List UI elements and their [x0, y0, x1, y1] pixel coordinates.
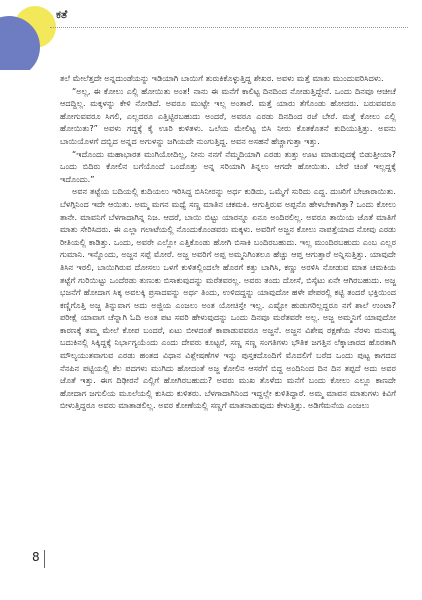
- folio-rule: [44, 550, 45, 568]
- paragraph: ತಲೆ ಮೇಲೆತ್ತದೇ ಅನ್ನದುಂಡೆಯನ್ನು ಇಡಿಯಾಗಿ ಬಾಯಿಗೆ ತುರುಕಿಕೊಳ್ಳುತ್ತಿದ್ದ ಶೇಖರ. ಅವಳು ಮತ್ತೆ ಮಾತು ಮುಂದುವರಿಸಿದಳು.: [60, 73, 384, 83]
- header-dotted-rule: [50, 27, 408, 28]
- running-header-title: ಕತೆ: [56, 8, 68, 21]
- paragraph: “ಅಲ್ಲ, ಈ ಕೋಲು ಎಲ್ಲಿ ಹೋಯಿತು ಅಂತ! ನಾನು ಈ ಮನೆಗೆ ಕಾಲಿಟ್ಟ ದಿನದಿಂದ ನೋಡುತ್ತಿದ್ದೇನೆ. ಒಂದು ದಿನವೂ ಆಚೀಚೆ ಆದದ್ದಿಲ್ಲ. ಮಕ್ಕಳನ್ನು ಕೇಳಿ ನೋಡಿದೆ. ಅವರೂ ಮುಟ್ಟೇ ಇಲ್ಲ ಅಂತಾರೆ. ಮತ್ತೆ ಯಾರು ತೆಗೊಂಡು ಹೋದರು. ಬರುವವರೂ ಹೋಗುವವರೂ ಸಿಗಲಿ, ಎಲ್ಲದರೂ ಎತ್ತಿಟ್ಟಿರಬಹುದು ಅಂದರೆ, ಅವರೂ ಎರಡು ದಿನದಿಂದ ರಜೆ ಬೇರೆ. ಮತ್ತೆ ಕೋಲು ಎಲ್ಲಿ ಹೋಯಿತು?” ಅವಳು ಗದ್ದಕ್ಕೆ ಕೈ ಊರಿ ಕುಳಿತಳು. ಒಲೆಯ ಮೇಲಿಟ್ಟ ಬಿಸಿ ನೀರು ಕೊತಕೊತನೆ ಕುದಿಯುತ್ತಿತ್ತು. ಅವನು ಬಾಯಿಯೊಳಗೆ ದಬ್ಬಿದ ಅನ್ನದ ಅಗುಳನ್ನು ಜಗಿಯದೇ ನುಂಗುತ್ತಿದ್ದ. ಅವನ ಅಸಹನೆ ಹೆಚ್ಚಾಗುತ್ತಾ ಇತ್ತು.: [60, 85, 396, 146]
- paragraph: ಅವನ ತಟ್ಟೆಯ ಬದಿಯಲ್ಲಿ ಕುದಿಯಲು ಇರಿಸಿದ್ದ ಬಿಸಿನೀರನ್ನು ಅರ್ಧ ಕುಡಿದು, ಒಮ್ಮೆಗೆ ಸುರಿದು ಎದ್ದ. ದುಃಖಿಗೆ ಬೇಜಾರಾಯಿತು. ಬೆಳಗ್ಗಿನಿಂದ ಇದೇ ಆಯಿತು. ಅಮ್ಮ ಮಗನ ಮಧ್ಯೆ ಸಣ್ಣ ಮಾತಿನ ಚಕಮಕಿ. ಆಗುತ್ತಿರುವ ಅಪ್ಪನೊ ಹೇಳಬೇಕಾಗಿತ್ತಾ? ಒಂದು ಕೋಲು ತಾನೇ. ಮಾವನಿಗೆ ಬೆಳಗಾದಾಗಿನ್ನ ನಿಜ. ಆದರೆ, ಬಾಯಿ ಬಿಟ್ಟು ಯಾರನ್ನೂ ಏನೂ ಅಂದಿರಲಿಲ್ಲ. ಅವರೂ ತಾಯಿಯ ಜೊತೆ ಮಾತಿಗೆ ಮಾತು ಸೇರಿಸಿದರು. ಈ ಎಲ್ಲಾ ಗಲಾಟೆಯಲ್ಲಿ ನೊಂದುಕೊಂಡವರು ಮಕ್ಕಳು. ಅವರಿಗೆ ಅಜ್ಜನ ಕೋಲು ನಾಪತ್ತೆಯಾದ ನೋವು ಎರಡು ರೀತಿಯಲ್ಲಿ ಕಾಡಿತ್ತು. ಒಂದು, ಅವರೇ ಎಲ್ಲೋ ಎತ್ತಿಕೊಂಡು ಹೋಗಿ ಬಿಸಾಕಿ ಬಂದಿರಬಹುದು. ಇಲ್ಲ ಮುಂದಿರಬಹುದು ಎಂಬ ಎಲ್ಲರ ಗುಮಾನಿ. ಇನ್ನೊಂದು, ಅಜ್ಜನ ಸಪ್ಪೆ ಮೋರೆ. ಅಜ್ಜ ಅವರಿಗೆ ಅಪ್ಪ ಅಮ್ಮನಿಗಿಂತಲೂ ಹೆಚ್ಚು ಆಪ್ತ ಆಗುತ್ತಾರೆ ಅನ್ನಿಸುತ್ತಿತ್ತು. ಯಾವುದೇ ತಿಸಿನ ಇರಲಿ, ಬಾಯಿಗಿರುವ ದೋಸಲು ಒಳಗೆ ಕುಳಿತಲ್ಲಿಂದಲೇ ಹೊರಗೆ ಕತ್ತು ಬಾಗಿಸಿ, ಕಣ್ಣು ಅರಳಿಸಿ ನೋಡುವ ಮಾತ ಚಮಕಿಯ ತಟ್ಟೆಗೆ ಗುರಿಯಿಟ್ಟು ಒಂದೆರಡು ತುಣುಕು ಬಿಸಾಕುವುದನ್ನು ಮರೆತವರಲ್ಲ. ಅವರು ತಂದು ದೋಸೆ, ಬಿಸ್ಕೆಟು ಏನೇ ಆಗಿರಬಹುದು. ಅಜ್ಜ ಭಜನೆಗೆ ಹೋದಾಗ ಸಿಕ್ಕ ಅವಲಕ್ಕಿ ಪ್ರಸಾದವನ್ನು ಅರ್ಧ ತಿಂದು, ಉಳಿದದ್ದನ್ನು ಯಾವುದೋ ಹಳೇ ಪೇಪರಲ್ಲಿ ಕಟ್ಟಿ ತಂದರೆ ಭಕ್ತಿಯಿಂದ ಕಣ್ಣಿಗೊತ್ತಿ ಅಜ್ಜ ತಿನ್ನುವಾಗ ಅದು ಅಜ್ಜಿಯ ಎಂಜಲು ಅಂತ ಯೋಚಿಸ್ತೇ ಇಲ್ಲ. ಎಷ್ಟೋ ಹುಡುಗರಿಲ್ಲದ್ದರೂ ನಗೆ ಶಾಲೆ ಉಂಟಾ? ಪರೀಕ್ಷೆ ಯಾವಾಗ ಚೆನ್ನಾಗಿ ಓದಿ ಅಂತ ಪಟ ಸವರಿ ಹೇಳುವುದನ್ನು ಒಂದು ದಿನವೂ ಮರೆತವರೇ ಅಲ್ಲ. ಅಜ್ಜ ಅಮ್ಮನಿಗೆ ಯಾವುದೋ ಕಾರಣಕ್ಕೆ ತಮ್ಮ ಮೇಲೆ ಕೋಪ ಬಂದರೆ, ಏಟು ಬೀಳದಂತೆ ಕಾಪಾಡುವವರೂ ಅಜ್ಜನೆ. ಅಜ್ಜನ ವಿಶೇಷ ರಕ್ಷಣೆಯ ನೆರಳು ಮನುಷ್ಯ ಬದುಕಿನಲ್ಲಿ ಸಿಕ್ಕಿದ್ದಕ್ಕೆ ನಿರ್ಭಾಗ್ಯಯೆಂದು ಎಂದು ದೇವರು ಕೂಟ್ಟರೆ, ಸಣ್ಣ ಸಣ್ಣ ಸಂಗತಿಗಳು ಭೌತಿಕ ಜಗತ್ತಿನ ಲೆಕ್ಕಾಚಾರದ ಹೊರತಾಗಿ ಮೌಲ್ಯಯುತವಾಗುವ ಎರಡು ಹಂತದ ವಿಧಾನ ವಿಶ್ಲೇಷಣೆಗಳ ಇನ್ನು ಪುಸ್ತಕದೊಂದಿಗೆ ಮೊದಲಿಗೆ ಬರೆದ ಒಂದು ಪುಟ್ಟ ಕಾಗದದ ನೆನಪಿನ ಪಟ್ಟಿಯಲ್ಲಿ ಕೆಲ ಪದಗಳು ಮುಗಿದು ಹೋದಂತೆ ಅಜ್ಜ ಕೋಲಿನ ಆಸರೆಗೆ ಬಿದ್ದ ಅಂದಿನಿಂದ ದಿನ ದಿನ ತಪ್ಪದೆ ಅದು ಅವರ ಜೊತೆ ಇತ್ತು. ಈಗ ದಿಢೀರನೆ ಎಲ್ಲಿಗೆ ಹೋಗಿರಬಹುದು? ಅವರು ಮುಖ ತೊಳೆದು ಮನೆಗೆ ಬಂದು ಕೋಲು ಎಲ್ಲೂ ಕಾಣದೇ ಹೋದಾಗ ಜಗುಲಿಯ ಮೂಲೆಯಲ್ಲಿ ಕುಸಿದು ಕುಳಿತರು. ಬೆಳಗಾದಾಗಿನಿಂದ ಇದ್ದಲ್ಲೇ ಕುಳಿತಿದ್ದಾರೆ. ಅಮ್ಮ ಮಾವನ ಮಾತುಗಳು ಕಿವಿಗೆ ಬೀಳುತ್ತಿದ್ದರೂ ಅವರು ಮಾತಾಡಲಿಲ್ಲ. ಅವರ ಕೋಣೆಯಲ್ಲಿ ಸಣ್ಣಗೆ ಮಾತನಾಡುವುದು ಕೇಳುತ್ತಿತ್ತು. ಅಡಿಗೆಮನೆಯ ಎಂಜಲು: [60, 186, 396, 411]
- page-number: 8: [32, 550, 40, 564]
- corner-decoration: [0, 0, 80, 70]
- body-text: [60, 72, 396, 412]
- paragraph: “ಇದೊಂದು ಮಹಾಭಾರತ ಮುಗಿಯೋದಿಲ್ಲ, ನೀನು ನನಗೆ ನೆಮ್ಮದಿಯಾಗಿ ಎರಡು ತುತ್ತು ಊಟ ಮಾಡುವುದಕ್ಕೆ ಬಿಡುತ್ತೀಯಾ? ಒಂದು ಬಿದಿರು ಕೋಲಿನ ಬಗೆಯೊಂದೆ ಒಂದೊತ್ತು ಅನ್ನ ಸರಿಯಾಗಿ ತಿನ್ನಲು ಆಗದೇ ಹೋಯಿತು. ಬೇರೆ ಚಿಂತೆ ಇಲ್ಲದ್ದಕ್ಕೆ ಇದೊಂದು.”: [60, 148, 396, 184]
